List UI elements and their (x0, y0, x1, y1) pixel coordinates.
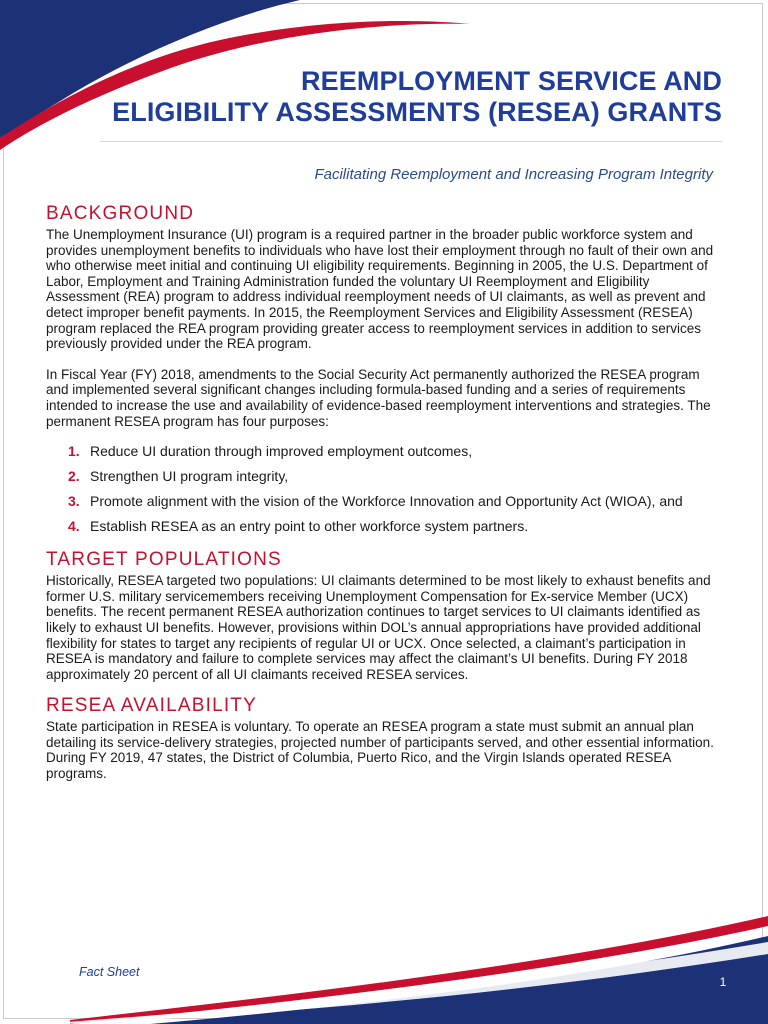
list-item-text: Reduce UI duration through improved employment outcomes, (90, 443, 473, 460)
availability-heading: RESEA AVAILABILITY (46, 695, 257, 717)
page-subtitle: Facilitating Reemployment and Increasing Program Integrity (314, 166, 713, 183)
list-number: 3. (68, 493, 80, 510)
title-line-2: ELIGIBILITY ASSESSMENTS (RESEA) GRANTS (112, 97, 722, 127)
list-item (46, 468, 722, 485)
list-item-text: Promote alignment with the vision of the Workforce Innovation and Opportunity Act (WIOA), and (90, 493, 683, 510)
availability-paragraph: State participation in RESEA is voluntary. To operate an RESEA program a state must submit an annual plan detailing its service-delivery strategies, projected number of participants served, and other essential information. During FY 2019, 47 states, the District of Columbia, Puerto Rico, and the Virgin Islands operated RESEA programs. (46, 719, 714, 782)
target-populations-paragraph: Historically, RESEA targeted two populations: UI claimants determined to be most likely to exhaust benefits and former U.S. military servicemembers receiving Unemployment Compensation for Ex-service Member (UCX) benefits. The recent permanent RESEA authorization continues to target services to UI claimants identified as likely to exhaust UI benefits. However, provisions within DOL’s annual appropriations have provided additional flexibility for states to target any recipients of regular UI or UCX. Once selected, a claimant’s participation in RESEA is mandatory and failure to complete services may affect the claimant’s UI benefits. During FY 2018 approximately 20 percent of all UI claimants received RESEA services. (46, 573, 711, 682)
document-body (46, 201, 722, 782)
title-divider (100, 141, 722, 142)
background-paragraph-2: In Fiscal Year (FY) 2018, amendments to the Social Security Act permanently authorized the RESEA program and implemented several significant changes including formula-based funding and a series of requirements intended to increase the use and availability of evidence-based reemployment interventions and strategies. The permanent RESEA program has four purposes: (46, 366, 711, 429)
title-line-1: REEMPLOYMENT SERVICE AND (301, 66, 722, 96)
target-populations-heading: TARGET POPULATIONS (46, 549, 282, 571)
list-item-text: Strengthen UI program integrity, (90, 468, 289, 485)
list-number: 1. (68, 443, 80, 460)
page-number-badge: 1 (705, 964, 741, 1000)
list-number: 2. (68, 468, 80, 485)
list-item (46, 518, 722, 535)
background-paragraph-1: The Unemployment Insurance (UI) program is a required partner in the broader public workforce system and provides unemployment benefits to individuals who have lost their employment through no fault of their own and who otherwise meet initial and continuing UI eligibility requirements. Beginning in 2005, the U.S. Department of Labor, Employment and Training Administration funded the voluntary UI Reemployment and Eligibility Assessment (REA) program to address individual reemployment needs of UI claimants, as well as prevent and detect improper benefit payments. In 2015, the Reemployment Services and Eligibility Assessment (RESEA) program replaced the REA program providing greater access to reemployment services in addition to services previously provided under the REA program. (46, 227, 714, 352)
list-number: 4. (68, 518, 80, 535)
page-title (60, 66, 722, 128)
list-item-text: Establish RESEA as an entry point to other workforce system partners. (90, 518, 529, 535)
list-item (46, 493, 722, 510)
footer-label: Fact Sheet (79, 965, 140, 979)
list-item (46, 443, 722, 460)
purposes-list (46, 443, 722, 535)
background-heading: BACKGROUND (46, 203, 195, 224)
